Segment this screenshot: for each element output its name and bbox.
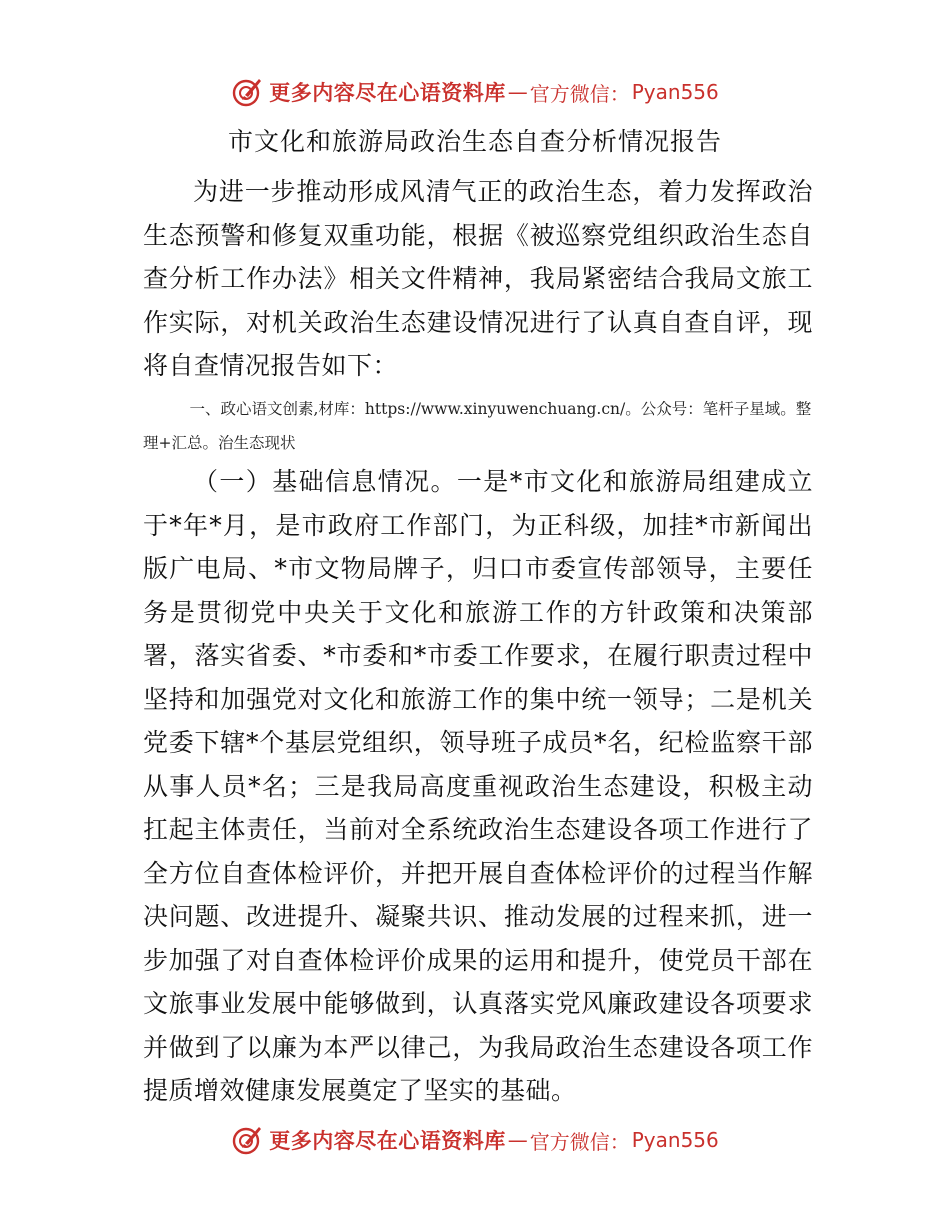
watermark-wechat-id: Pyan556: [631, 1128, 719, 1152]
section-heading-note: 一、政心语文创素,材库：https://www.xinyuwenchuang.cn/。公众号：笔杆子星域。整理+汇总。治生态现状: [143, 400, 812, 452]
intro-section: [143, 170, 813, 388]
watermark-wechat-label: 官方微信：: [529, 81, 630, 106]
watermark-separator: —: [507, 1128, 528, 1152]
body-section: [143, 460, 813, 1113]
quill-logo-icon: [231, 76, 263, 108]
watermark-wechat-id: Pyan556: [631, 80, 719, 104]
watermark-banner-bottom: [0, 1120, 950, 1160]
watermark-separator: —: [507, 80, 528, 104]
watermark-wechat-label: 官方微信：: [529, 1129, 630, 1154]
watermark-text: 更多内容尽在心语资料库: [269, 1129, 506, 1153]
document-title: 市文化和旅游局政治生态自查分析情况报告: [227, 127, 722, 156]
intro-paragraph: 为进一步推动形成风清气正的政治生态，着力发挥政治生态预警和修复双重功能，根据《被巡察党组织政治生态自查分析工作办法》相关文件精神，我局紧密结合我局文旅工作实际，对机关政治生态建设情况进行了认真自查自评，现将自查情况报告如下：: [143, 177, 813, 380]
body-paragraph: （一）基础信息情况。一是*市文化和旅游局组建成立于*年*月，是市政府工作部门，为正科级，加挂*市新闻出版广电局、*市文物局牌子，归口市委宣传部领导，主要任务是贯彻党中央关于文化和旅游工作的方针政策和决策部署，落实省委、*市委和*市委工作要求，在履行职责过程中坚持和加强党对文化和旅游工作的集中统一领导；二是机关党委下辖*个基层党组织，领导班子成员*名，纪检监察干部从事人员*名；三是我局高度重视政治生态建设，积极主动扛起主体责任，当前对全系统政治生态建设各项工作进行了全方位自查体检评价，并把开展自查体检评价的过程当作解决问题、改进提升、凝聚共识、推动发展的过程来抓，进一步加强了对自查体检评价成果的运用和提升，使党员干部在文旅事业发展中能够做到，认真落实党风廉政建设各项要求并做到了以廉为本严以律己，为我局政治生态建设各项工作提质增效健康发展奠定了坚实的基础。: [143, 467, 813, 1105]
quill-logo-icon: [231, 1124, 263, 1156]
section-heading-block: [143, 392, 813, 460]
watermark-banner-top: [0, 72, 950, 112]
watermark-text: 更多内容尽在心语资料库: [269, 81, 506, 105]
